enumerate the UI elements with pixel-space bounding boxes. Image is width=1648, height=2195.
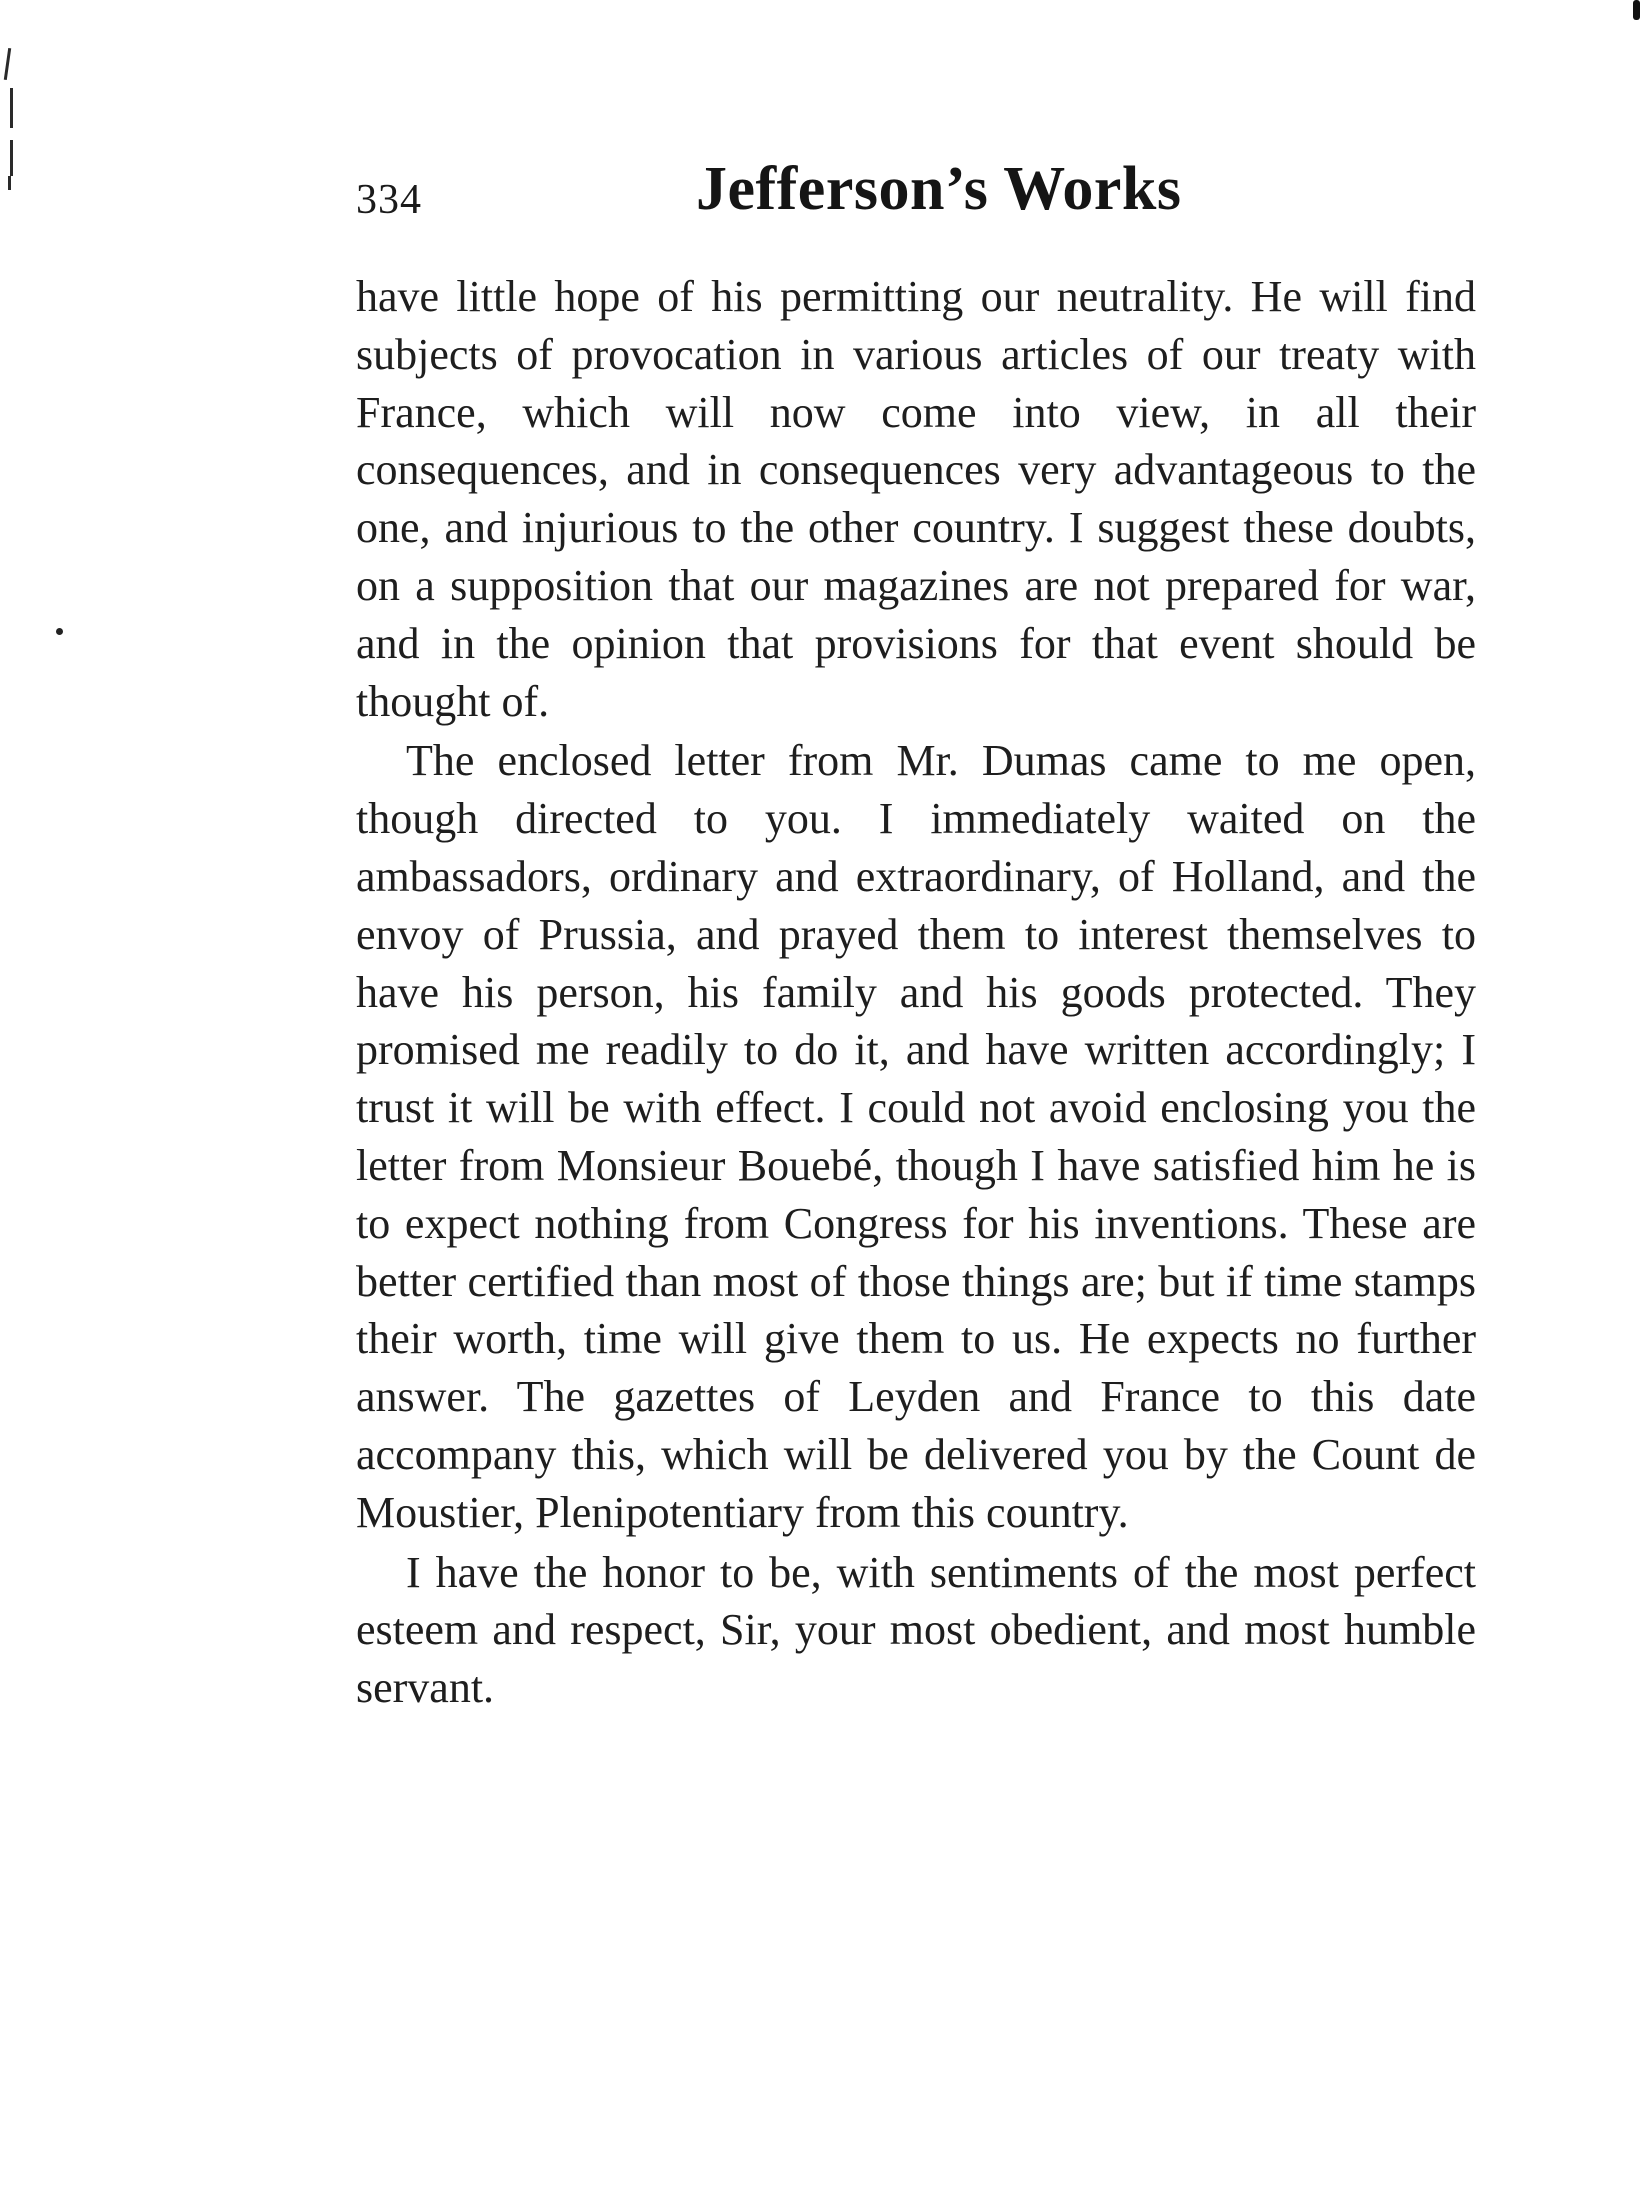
scan-margin-mark [8,176,11,190]
scan-artifact-mark [1633,0,1640,20]
paragraph-continuation: have little hope of his permitting our neutrality. He will find subjects of provocation in various articles of our treaty with France, which will now come into view, in all their consequences, and in consequences very advantageous to the one, and injurious to the other country. I suggest these doubts, on a supposition that our magazines are not prepared for war, and in the opinion that provisions for that event should be thought of. [356,272,1476,726]
page-number: 334 [356,177,422,223]
body-text [356,268,1476,1719]
scan-margin-mark [10,88,13,128]
scan-margin-mark [10,140,13,176]
scan-stray-dot [56,628,63,635]
paragraph-dumas-letter: The enclosed letter from Mr. Dumas came to me open, though directed to you. I immediately waited on the ambassadors, ordinary and extraordinary, of Holland, and the envoy of Prussia, and prayed them to interest themselves to have his person, his family and his goods protected. They promised me readily to do it, and have written accordingly; I trust it will be with effect. I could not avoid enclosing you the letter from Monsieur Bouebé, though I have satisfied him he is to expect nothing from Congress for his inventions. These are better certified than most of those things are; but if time stamps their worth, time will give them to us. He expects no further answer. The gazettes of Leyden and France to this date accompany this, which will be delivered you by the Count de Moustier, Plenipotentiary from this country. [356,736,1476,1537]
page-header [356,150,1476,230]
running-title: Jefferson’s Works [696,155,1182,223]
scan-margin-mark [4,48,11,80]
paragraph-closing: I have the honor to be, with sentiments of the most perfect esteem and respect, Sir, your most obedient, and most humble servant. [356,1547,1476,1713]
